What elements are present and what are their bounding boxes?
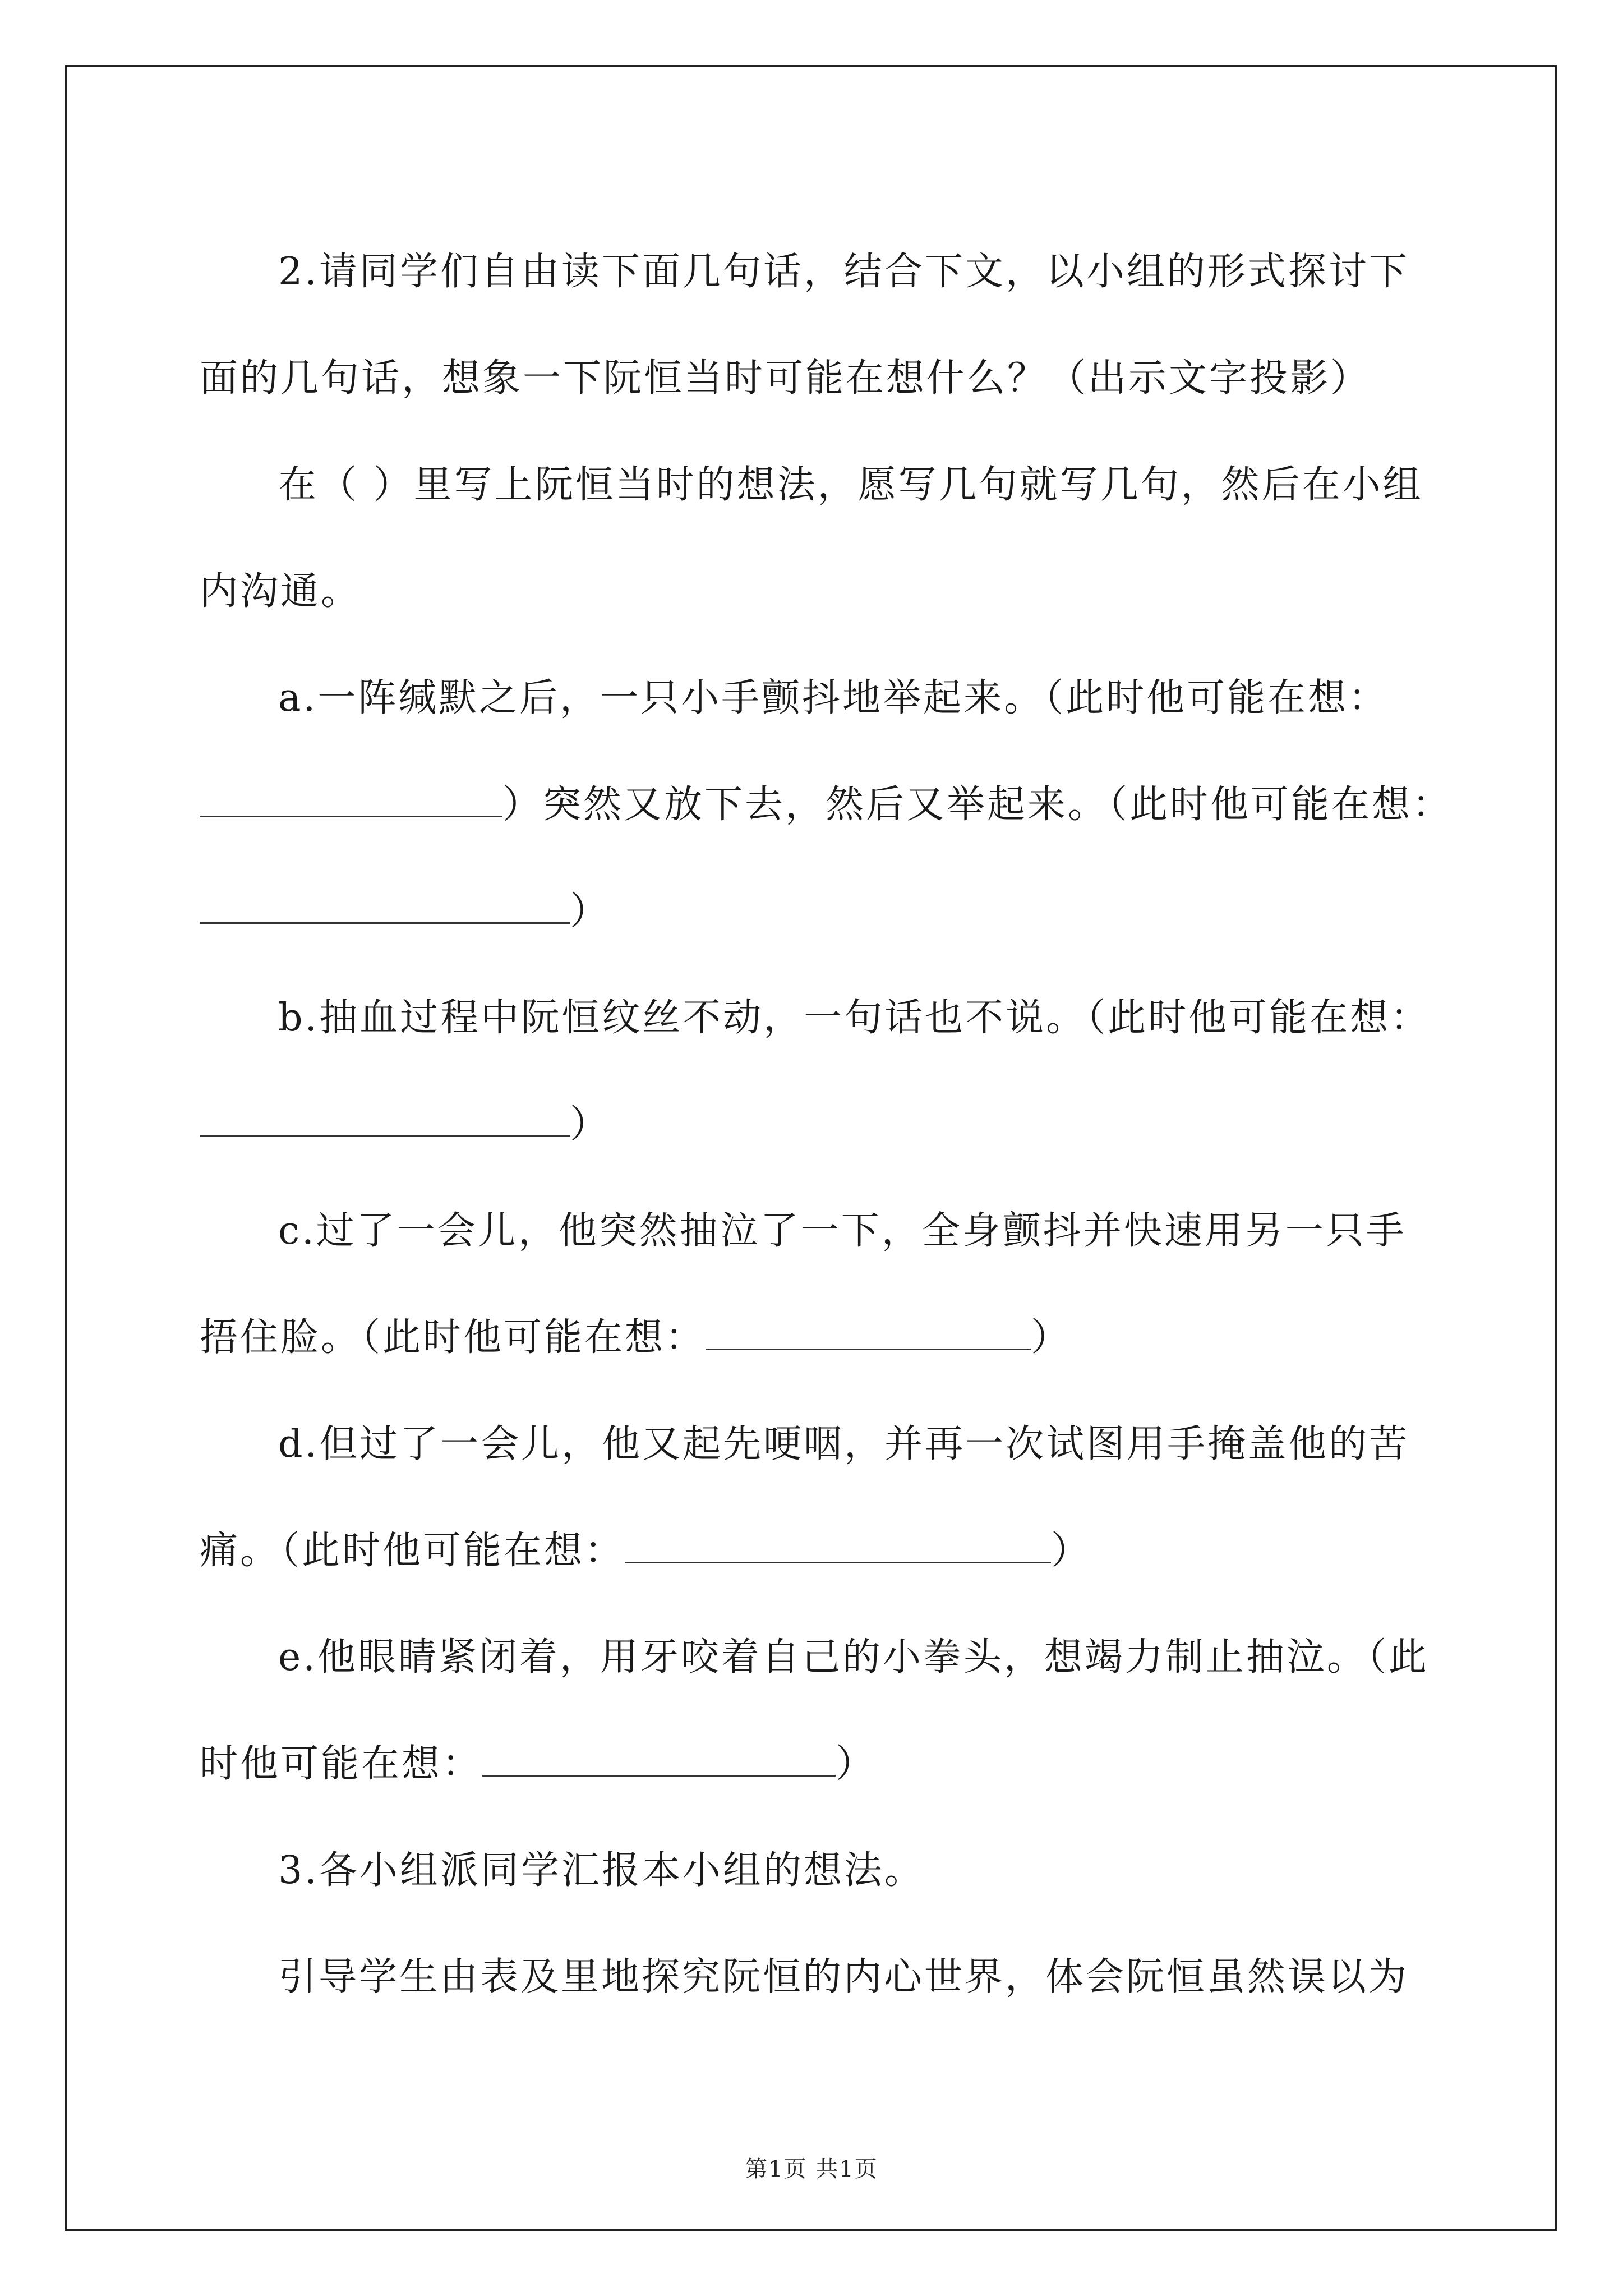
instruction-line-2: 内沟通。 (200, 569, 362, 614)
item-d-line-2-text: 痛。（此时他可能在想： (200, 1529, 625, 1573)
answer-blank (482, 1741, 836, 1777)
document-body (200, 219, 1453, 2031)
item-a-line-3 (200, 858, 1428, 965)
item-c-line-2 (200, 1285, 1428, 1391)
paragraph-4: 引导学生由表及里地探究阮恒的内心世界，体会阮恒虽然误以为 (278, 1955, 1409, 1999)
page-footer: 第1页 共1页 (745, 2156, 878, 2182)
answer-blank (200, 889, 570, 924)
answer-blank (625, 1528, 1051, 1563)
paragraph-2-line-1: 2.请同学们自由读下面几句话，结合下文，以小组的形式探讨下 (278, 250, 1409, 294)
answer-blank (706, 1315, 1031, 1350)
item-a-line-2 (200, 752, 1453, 858)
answer-blank (200, 1102, 570, 1137)
item-d-line-2 (200, 1498, 1428, 1604)
item-c-line-2-text: 捂住脸。（此时他可能在想： (200, 1315, 706, 1360)
answer-blank (200, 782, 502, 817)
item-e-line-2-text: 时他可能在想： (200, 1742, 483, 1786)
item-b-line-2 (200, 1071, 1428, 1178)
item-b-line-1: b.抽血过程中阮恒纹丝不动，一句话也不说。（此时他可能在想： (278, 996, 1431, 1040)
item-a-line-2-text: ）突然又放下去，然后又举起来。（此时他可能在想： (502, 783, 1453, 827)
paragraph-3: 3.各小组派同学汇报本小组的想法。 (278, 1848, 925, 1893)
item-d-line-1: d.但过了一会儿，他又起先哽咽，并再一次试图用手掩盖他的苦 (278, 1422, 1410, 1466)
item-c-line-1: c.过了一会儿，他突然抽泣了一下，全身颤抖并快速用另一只手 (278, 1209, 1407, 1253)
closing-paren: ） (1031, 1315, 1072, 1360)
closing-paren: ） (570, 889, 611, 933)
closing-paren: ） (836, 1742, 877, 1786)
item-e-line-1: e.他眼睛紧闭着，用牙咬着自己的小拳头，想竭力制止抽泣。（此 (278, 1635, 1429, 1680)
item-a-line-1: a.一阵缄默之后，一只小手颤抖地举起来。（此时他可能在想： (278, 676, 1389, 720)
closing-paren: ） (1051, 1529, 1092, 1573)
instruction-line-1: 在（ ）里写上阮恒当时的想法，愿写几句就写几句，然后在小组 (278, 463, 1423, 507)
paragraph-2-line-2: 面的几句话，想象一下阮恒当时可能在想什么？（出示文字投影） (200, 356, 1371, 401)
item-e-line-2 (200, 1711, 1428, 1818)
closing-paren: ） (570, 1102, 611, 1147)
